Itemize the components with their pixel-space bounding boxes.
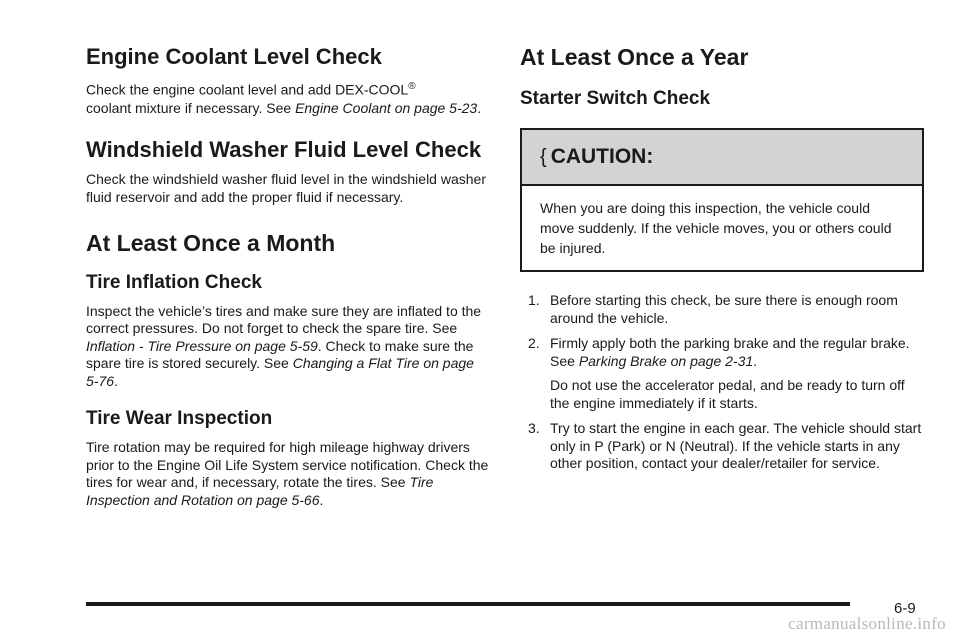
- right-column: [520, 44, 924, 481]
- list-item: 3. Try to start the engine in each gear. The vehicle should start only in P (Park) or N (Neutral). If the vehicle starts in any other position, contact your dealer/retailer for service.: [528, 420, 922, 472]
- caution-title: CAUTION:: [550, 145, 654, 169]
- caution-body: [522, 186, 922, 270]
- changing-flat-tire-link[interactable]: Changing a Flat Tire on page 5-76: [86, 355, 474, 389]
- coolant-paragraph: Check the engine coolant level and add DEX-COOL® coolant mixture if necessary. See Engine Coolant on page 5-23.: [86, 81, 482, 116]
- tire-wear-section: [86, 408, 490, 509]
- tire-inflation-section: [86, 272, 490, 390]
- washer-heading: Windshield Washer Fluid Level Check: [86, 137, 482, 163]
- list-item: 1. Before starting this check, be sure there is enough room around the vehicle.: [528, 292, 898, 326]
- left-column: [86, 44, 490, 509]
- starter-steps: [520, 292, 924, 473]
- footer-rule: [86, 602, 850, 606]
- tire-wear-paragraph: Tire rotation may be required for high mileage highway drivers prior to the Engine Oil Life System service notification. Check the tires for wear and, if necessary, rotate the tires. See Tire Inspection and Rotation on page 5-66.: [86, 439, 489, 508]
- list-item: 2. Firmly apply both the parking brake and the regular brake. See Parking Brake on page 2-31. Do not use the accelerator pedal, and be ready to turn off the engine immediately if it starts.: [520, 335, 924, 412]
- yearly-heading: At Least Once a Year: [520, 44, 749, 70]
- monthly-heading: At Least Once a Month: [86, 230, 336, 257]
- watermark: carmanualsonline.info: [788, 614, 946, 633]
- step-note: Do not use the accelerator pedal, and be ready to turn off the engine immediately if it starts.: [550, 377, 905, 411]
- warning-triangle-icon: {: [540, 145, 547, 168]
- tire-inflation-heading: Tire Inflation Check: [86, 272, 262, 294]
- coolant-heading: Engine Coolant Level Check: [86, 44, 382, 69]
- washer-section: [86, 137, 490, 206]
- tire-wear-heading: Tire Wear Inspection: [86, 408, 273, 430]
- parking-brake-link[interactable]: Parking Brake on page 2-31: [578, 352, 754, 369]
- tire-inflation-paragraph: Inspect the vehicle’s tires and make sure they are inflated to the correct pressures. Do not forget to check the spare tire. See Inflation - Tire Pressure on page 5-59. Check to make sure the spare tire is stored securely. See Changing a Flat Tire on page 5-76.: [86, 302, 482, 389]
- inflation-tire-pressure-link[interactable]: Inflation - Tire Pressure on page 5-59: [86, 337, 318, 354]
- washer-paragraph: Check the windshield washer fluid level in the windshield washer fluid reservoir and add the proper fluid if necessary.: [86, 171, 486, 205]
- registered-mark: ®: [408, 81, 416, 93]
- page-number: 6-9: [894, 600, 916, 617]
- tire-inspection-rotation-link[interactable]: Tire Inspection and Rotation on page 5-66: [86, 474, 434, 508]
- caution-header: [522, 130, 922, 186]
- caution-box: [520, 128, 924, 272]
- coolant-section: [86, 44, 490, 117]
- caution-text: When you are doing this inspection, the vehicle could move suddenly. If the vehicle moves, you or others could be injured.: [540, 200, 892, 257]
- engine-coolant-link[interactable]: Engine Coolant on page 5-23: [295, 99, 478, 116]
- starter-heading: Starter Switch Check: [520, 87, 711, 109]
